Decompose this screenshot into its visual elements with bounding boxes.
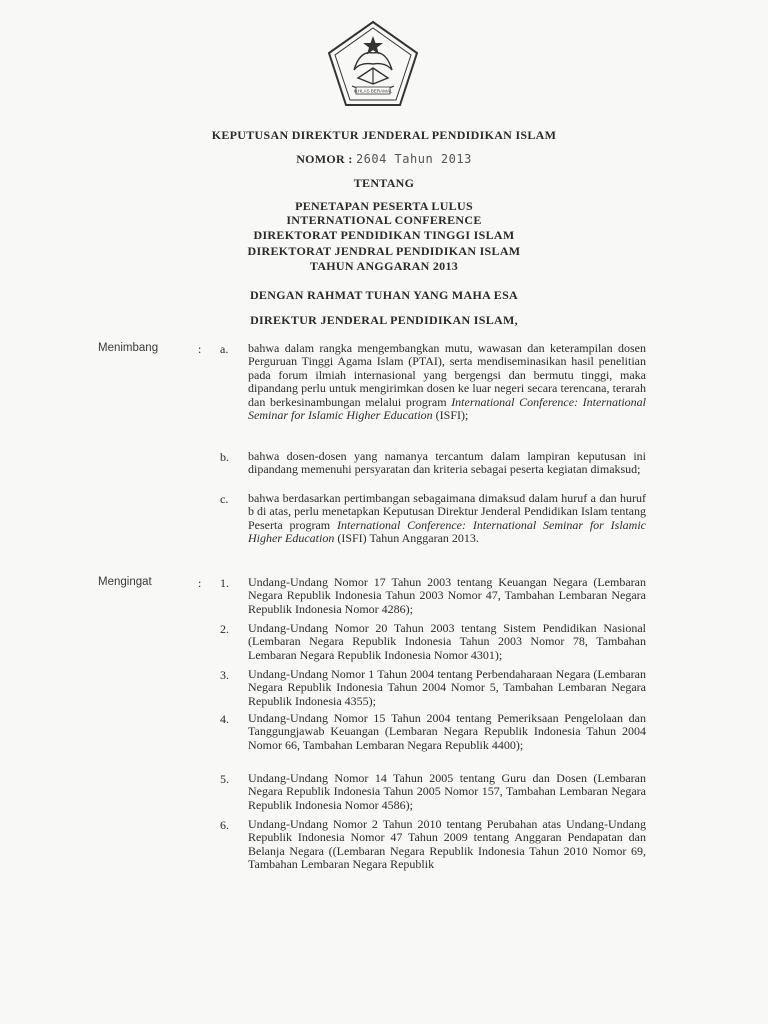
subject-line: TAHUN ANGGARAN 2013 [309,259,459,273]
issuer: DIREKTUR JENDERAL PENDIDIKAN ISLAM, [250,313,518,327]
list-marker: a. [220,342,229,356]
menimbang-item-c: bahwa berdasarkan pertimbangan sebagaimana dimaksud dalam huruf a dan huruf b di atas, perlu menetapkan Keputusan Direktur Jenderal Pendidikan Islam tentang Peserta program International Conference: International Seminar for Islamic Higher Education (ISFI) Tahun Anggaran 2013. [248,491,646,546]
list-marker: 4. [220,712,229,726]
subject-line: DIREKTORAT JENDRAL PENDIDIKAN ISLAM [247,244,521,258]
mengingat-item: Undang-Undang Nomor 14 Tahun 2005 tentang Guru dan Dosen (Lembaran Negara Republik Indonesia Tahun 2005 Nomor 157, Tambahan Lembaran Negara Republik Indonesia Nomor 4586); [248,771,646,812]
menimbang-label: Menimbang [98,342,159,354]
menimbang-colon: : [198,342,202,356]
kementerian-agama-emblem-icon [326,20,420,108]
decree-title: KEPUTUSAN DIREKTUR JENDERAL PENDIDIKAN ISLAM [211,128,557,142]
mengingat-item: Undang-Undang Nomor 20 Tahun 2003 tentang Sistem Pendidikan Nasional (Lembaran Negara Republik Indonesia Tahun 2003 Nomor 78, Tambahan Lembaran Negara Republik Indonesia Nomor 4301); [248,621,646,662]
mengingat-item: Undang-Undang Nomor 1 Tahun 2004 tentang Perbendaharaan Negara (Lembaran Negara Republik Indonesia Tahun 2004 Nomor 5, Tambahan Lembaran Negara Republik Indonesia 4355); [248,667,646,708]
invocation: DENGAN RAHMAT TUHAN YANG MAHA ESA [249,288,519,302]
mengingat-item: Undang-Undang Nomor 15 Tahun 2004 tentang Pemeriksaan Pengelolaan dan Tanggungjawab Keuangan (Lembaran Negara Republik Indonesia Tahun 2004 Nomor 66, Tambahan Lembaran Negara Republik 4400); [248,711,646,752]
nomor-label: NOMOR : [296,152,353,166]
menimbang-item-b: bahwa dosen-dosen yang namanya tercantum dalam lampiran keputusan ini dipandang memenuhi persyaratan dan kriteria sebagai peserta kegiatan dimaksud; [248,449,646,477]
mengingat-item: Undang-Undang Nomor 2 Tahun 2010 tentang Perubahan atas Undang-Undang Republik Indonesia Nomor 47 Tahun 2009 tentang Anggaran Pendapatan dan Belanja Negara ((Lembaran Negara Republik Indonesia Tahun 2010 Nomor 69, Tambahan Lembaran Negara Republik [248,817,646,872]
list-marker: b. [220,450,229,464]
nomor-value: 2604 Tahun 2013 [355,152,472,166]
list-marker: 3. [220,668,229,682]
decree-number [0,152,768,166]
list-marker: 2. [220,622,229,636]
menimbang-item-a: bahwa dalam rangka mengembangkan mutu, wawasan dan keterampilan dosen Perguruan Tinggi Agama Islam (PTAI), serta mendiseminasikan hasil penelitian pada forum ilmiah internasional yang bergengsi dan bermutu tinggi, maka dipandang perlu untuk mengirimkan dosen ke luar negeri secara terencana, terarah dan berkesinambungan melalui program International Conference: International Seminar for Islamic Higher Education (ISFI); [248,341,646,423]
subject-line: INTERNATIONAL CONFERENCE [286,213,482,227]
subject-line: DIREKTORAT PENDIDIKAN TINGGI ISLAM [253,228,515,242]
mengingat-item: Undang-Undang Nomor 17 Tahun 2003 tentang Keuangan Negara (Lembaran Negara Republik Indonesia Tahun 2003 Nomor 47, Tambahan Lembaran Negara Republik Indonesia Nomor 4286); [248,575,646,616]
subject-line: PENETAPAN PESERTA LULUS [295,199,473,213]
mengingat-label: Mengingat [98,576,152,588]
mengingat-colon: : [198,576,202,590]
list-marker: c. [220,492,229,506]
tentang-heading: TENTANG [353,176,415,190]
list-marker: 1. [220,576,229,590]
emblem-motto: IKHLAS BERAMAL [353,88,393,94]
list-marker: 5. [220,772,229,786]
list-marker: 6. [220,818,229,832]
